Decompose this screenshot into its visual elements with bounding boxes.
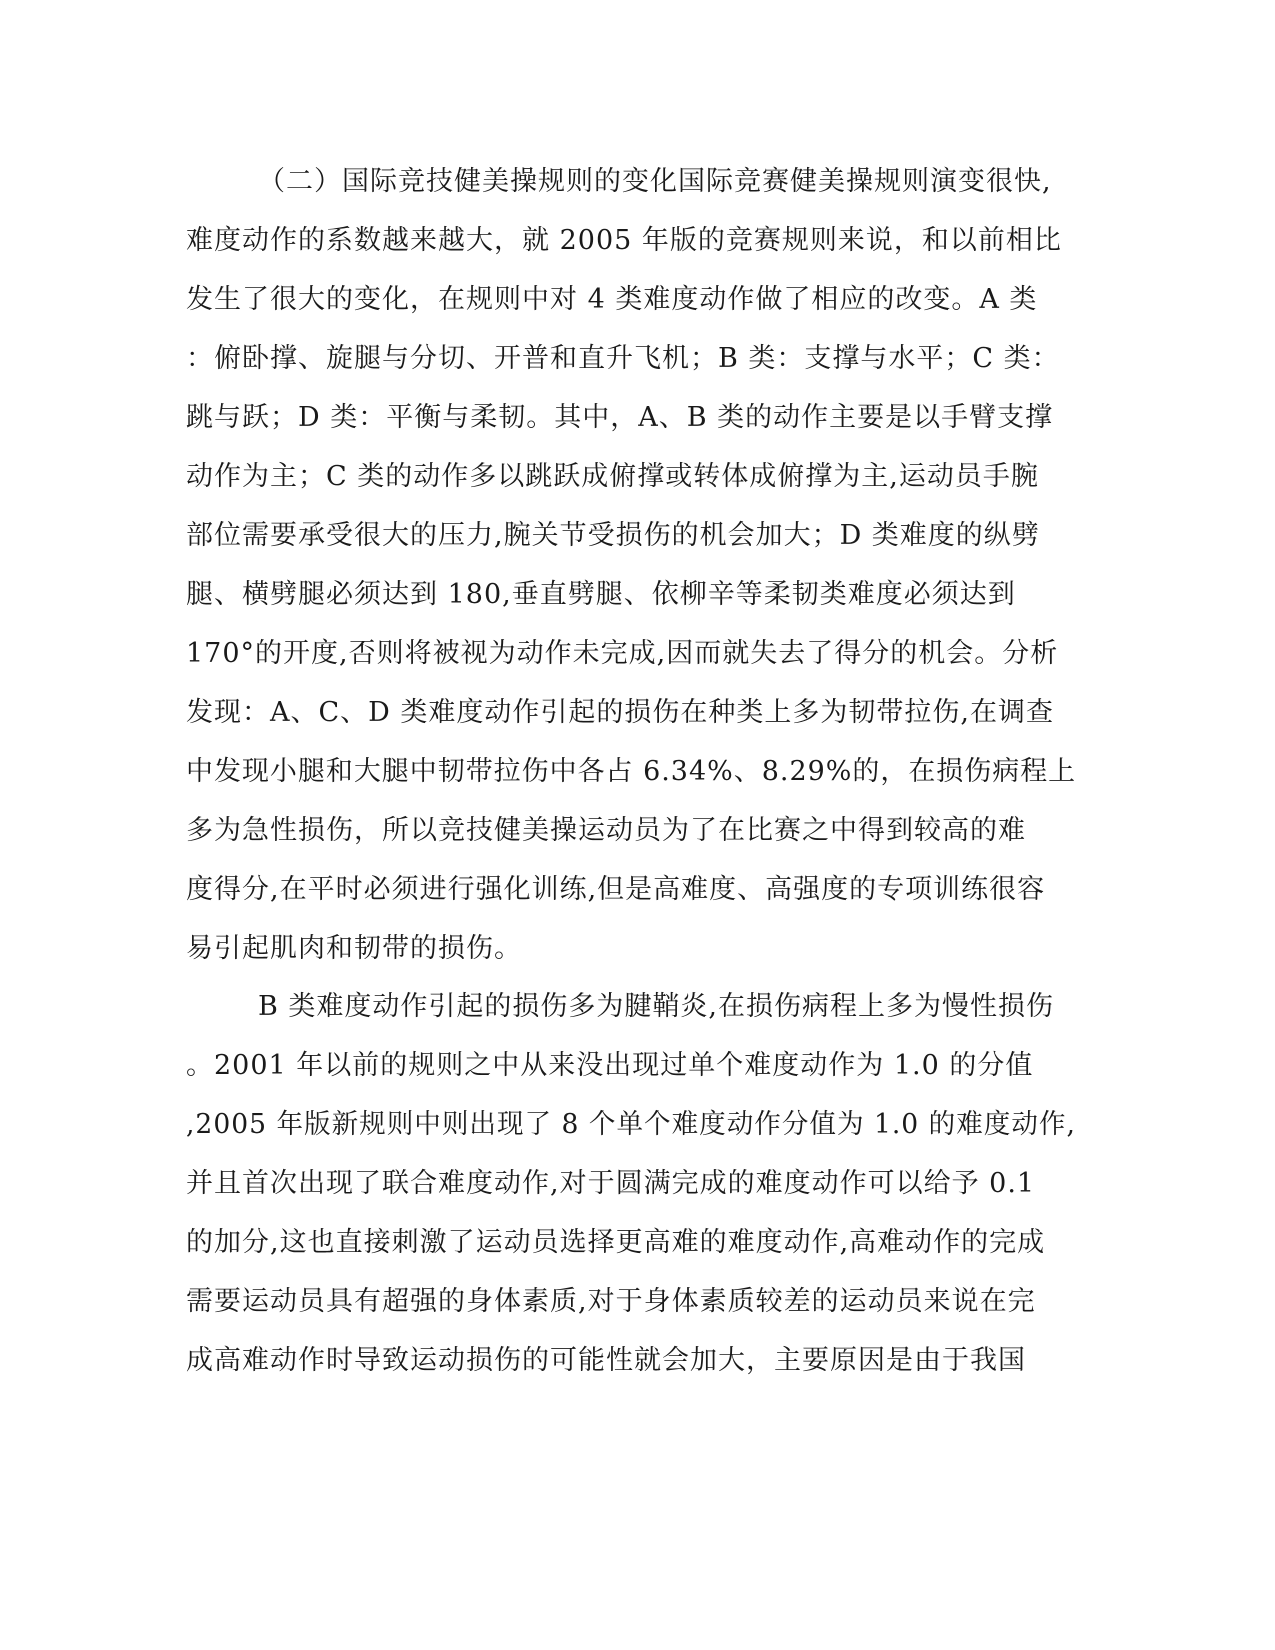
- text-line: 中发现小腿和大腿中韧带拉伤中各占 6.34%、8.29%的，在损伤病程上: [186, 756, 1077, 787]
- text-line: ,2005 年版新规则中则出现了 8 个单个难度动作分值为 1.0 的难度动作,: [186, 1109, 1076, 1140]
- text-line: 部位需要承受很大的压力,腕关节受损伤的机会加大；D 类难度的纵劈: [186, 520, 1040, 551]
- text-line: 发生了很大的变化，在规则中对 4 类难度动作做了相应的改变。A 类: [186, 284, 1038, 315]
- text-line: 170°的开度,否则将被视为动作未完成,因而就失去了得分的机会。分析: [186, 638, 1059, 669]
- text-line: 跳与跃；D 类：平衡与柔韧。其中，A、B 类的动作主要是以手臂支撑: [186, 402, 1054, 433]
- text-line: 难度动作的系数越来越大，就 2005 年版的竞赛规则来说，和以前相比: [186, 225, 1062, 256]
- text-line: 腿、横劈腿必须达到 180,垂直劈腿、依柳辛等柔韧类难度必须达到: [186, 579, 1016, 610]
- text-line: 成高难动作时导致运动损伤的可能性就会加大，主要原因是由于我国: [186, 1345, 1026, 1376]
- text-line: 。2001 年以前的规则之中从来没出现过单个难度动作为 1.0 的分值: [186, 1050, 1034, 1081]
- text-line: 易引起肌肉和韧带的损伤。: [186, 933, 522, 964]
- text-line: （二）国际竞技健美操规则的变化国际竞赛健美操规则演变很快,: [258, 166, 1052, 197]
- text-line: 需要运动员具有超强的身体素质,对于身体素质较差的运动员来说在完: [186, 1286, 1036, 1317]
- text-line: B 类难度动作引起的损伤多为腱鞘炎,在损伤病程上多为慢性损伤: [258, 991, 1055, 1022]
- text-line: 多为急性损伤，所以竞技健美操运动员为了在比赛之中得到较高的难: [186, 815, 1026, 846]
- text-line: 度得分,在平时必须进行强化训练,但是高难度、高强度的专项训练很容: [186, 874, 1046, 905]
- text-line: 并且首次出现了联合难度动作,对于圆满完成的难度动作可以给予 0.1: [186, 1168, 1036, 1199]
- text-line: 动作为主；C 类的动作多以跳跃成俯撑或转体成俯撑为主,运动员手腕: [186, 461, 1039, 492]
- text-line: ：俯卧撑、旋腿与分切、开普和直升飞机；B 类：支撑与水平；C 类：: [186, 343, 1060, 374]
- text-line: 的加分,这也直接刺激了运动员选择更高难的难度动作,高难动作的完成: [186, 1227, 1046, 1258]
- text-line: 发现：A、C、D 类难度动作引起的损伤在种类上多为韧带拉伤,在调查: [186, 697, 1054, 728]
